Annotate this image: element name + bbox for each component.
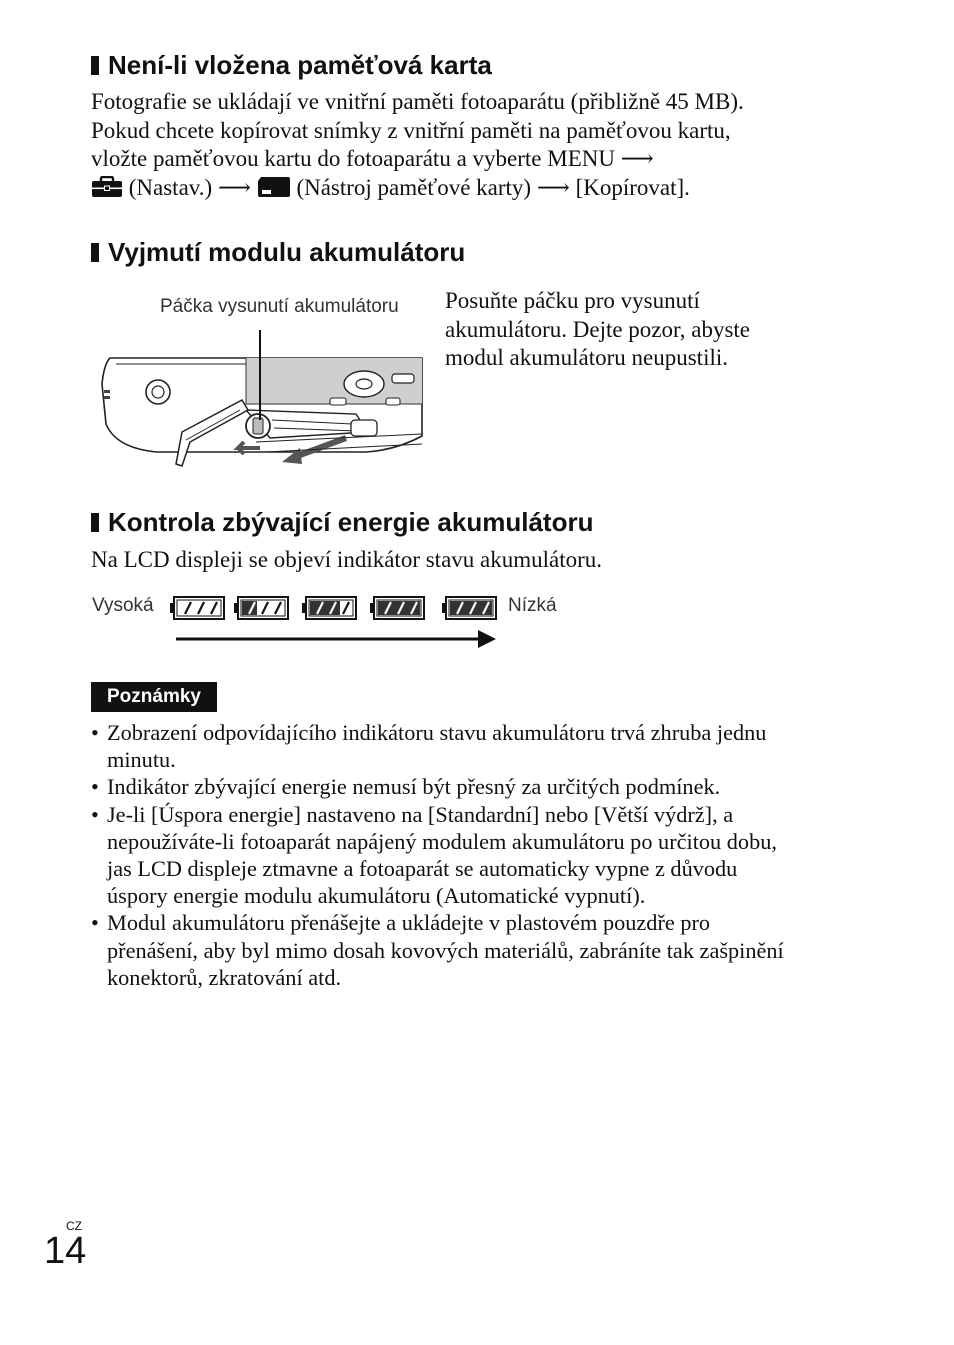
heading-marker [91,513,99,532]
menu-text: vložte paměťovou kartu do fotoaparátu a vyberte MENU [91,146,615,171]
paragraph-line: akumulátoru. Dejte pozor, abyste [445,316,751,342]
battery-indicator-row [168,592,498,654]
paragraph-line: Pokud chcete kopírovat snímky z vnitřní paměti na paměťovou kartu, [91,117,731,143]
settings-text: (Nastav.) [128,174,213,200]
notes-list [91,719,861,991]
page-number: 14 [44,1230,87,1272]
heading-text: Není-li vložena paměťová karta [108,50,492,80]
camera-battery-illustration [96,324,424,470]
battery-lever-label: Páčka vysunutí akumulátoru [160,296,399,317]
section-heading-battery-removal [91,237,465,268]
high-label: Vysoká [92,595,154,616]
bullet: • [91,910,99,936]
heading-text: Vyjmutí modulu akumulátoru [108,237,466,267]
note-line: Je-li [Úspora energie] nastaveno na [Standardní] nebo [Větší výdrž], a [107,801,734,827]
heading-marker [91,243,99,262]
paragraph-line [91,145,744,174]
battery-level-text: Na LCD displeji se objeví indikátor stavu akumulátoru. [91,547,603,572]
memory-card-tool-icon [257,176,291,198]
page-language: CZ [66,1219,82,1233]
battery-icon [442,597,496,619]
bullet: • [91,774,99,800]
battery-icon [234,597,288,619]
bullet: • [91,720,99,745]
note-line: konektorů, zkratování atd. [107,964,342,990]
battery-removal-paragraph [445,287,750,373]
bullet: • [91,801,99,827]
paragraph-line: modul akumulátoru neupustili. [445,345,728,370]
note-line: úspory energie modulu akumulátoru (Automatické vypnutí). [107,883,646,909]
heading-marker [91,56,99,75]
paragraph-line: Fotografie se ukládají ve vnitřní paměti fotoaparátu (přibližně 45 MB). [91,89,744,114]
memory-card-paragraph [91,88,744,202]
note-line: nepoužíváte-li fotoaparát napájený modulem akumulátoru po určitou dobu, [107,828,777,854]
section-heading-memory-card [91,50,492,81]
note-line: Modul akumulátoru přenášejte a ukládejte v plastovém pouzdře pro [107,910,711,936]
note-line: minutu. [107,747,176,773]
note-line: Indikátor zbývající energie nemusí být přesný za určitých podmínek. [107,774,721,800]
direction-arrow-icon [478,630,496,648]
arrow-icon: ⟶ [217,174,251,200]
paragraph-line: Posuňte páčku pro vysunutí [445,288,700,313]
note-item [91,719,861,773]
note-item [91,801,861,910]
note-line: přenášení, aby byl mimo dosah kovových materiálů, zabráníte tak zašpinění [107,937,784,963]
heading-text: Kontrola zbývající energie akumulátoru [108,507,594,537]
note-line: jas LCD displeje ztmavne a fotoaparát se automaticky vypne z důvodu [107,856,738,882]
section-heading-battery-level [91,507,593,538]
tool-text: (Nástroj paměťové karty) [296,174,532,200]
low-label: Nízká [508,595,557,616]
battery-icon [370,597,424,619]
battery-icon [170,597,224,619]
toolbox-icon [91,176,123,198]
arrow-icon: ⟶ [536,174,570,200]
note-item [91,773,861,800]
note-line: Zobrazení odpovídajícího indikátoru stavu akumulátoru trvá zhruba jednu [107,720,767,745]
notes-badge: Poznámky [91,682,217,712]
battery-icon [302,597,356,619]
paragraph-line [91,174,744,203]
note-item [91,909,861,991]
copy-text: [Kopírovat]. [575,174,690,200]
arrow-icon: ⟶ [620,146,654,171]
